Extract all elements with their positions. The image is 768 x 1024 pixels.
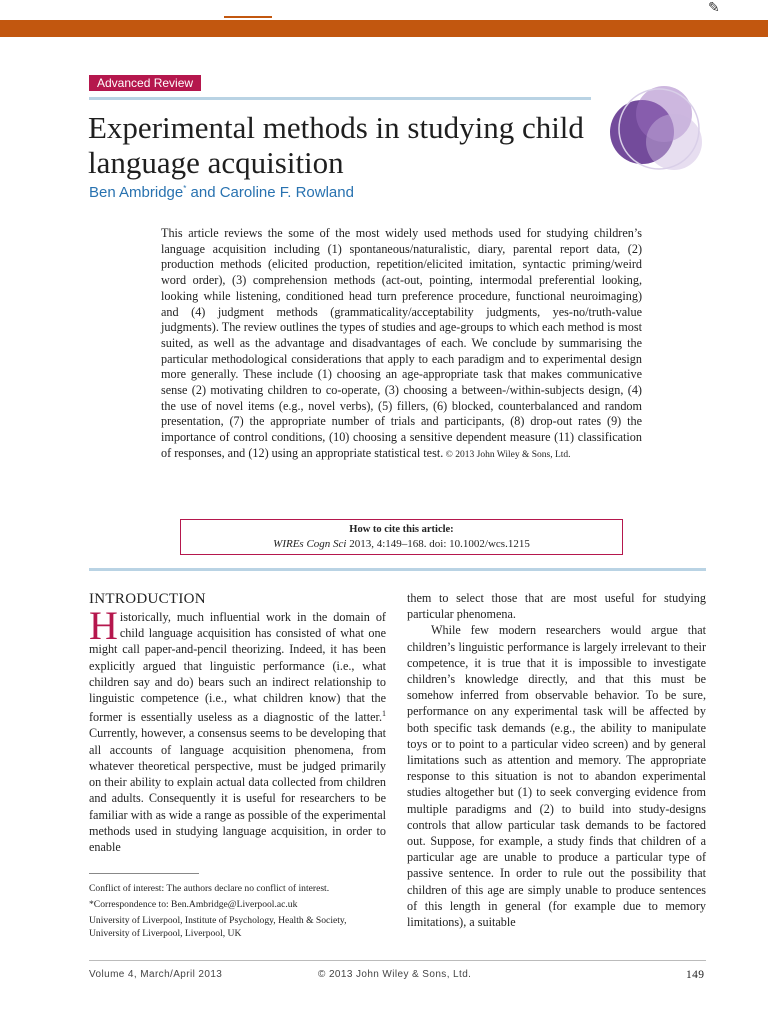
abstract-copyright: © 2013 John Wiley & Sons, Ltd. bbox=[443, 449, 571, 460]
footnotes bbox=[89, 882, 389, 943]
authors bbox=[89, 184, 354, 201]
label-rule bbox=[89, 97, 591, 100]
intro-paragraph-continued: Currently, however, a consensus seems to be developing that all accounts of language acquisition phenomena, from whatever theoretical perspective, must be judged primarily on their ability to explain actual data collected from children and adults. Consequently it is useful for researchers to be familiar with as wide a range as possible of the experimental methods used in studying language acquisition, in order to enable bbox=[89, 726, 386, 854]
citation-text bbox=[181, 537, 622, 552]
publisher-logo-icon: ✎ bbox=[708, 1, 720, 16]
journal-circles-icon bbox=[604, 84, 714, 174]
footnote-correspondence[interactable]: *Correspondence to: Ben.Ambridge@Liverpool.ac.uk bbox=[89, 899, 298, 910]
footer-volume: Volume 4, March/April 2013 bbox=[89, 969, 223, 980]
body-column-2 bbox=[407, 590, 706, 930]
drop-cap: H bbox=[89, 603, 118, 648]
author-marker: * bbox=[183, 184, 187, 193]
header-tab-line bbox=[224, 16, 272, 18]
citation-heading: How to cite this article: bbox=[349, 524, 454, 535]
col2-paragraph-1: them to select those that are most useful for studying particular phenomena. bbox=[407, 591, 706, 622]
footer-copyright: © 2013 John Wiley & Sons, Ltd. bbox=[318, 969, 472, 980]
section-label: Advanced Review bbox=[89, 75, 201, 91]
introduction-heading: INTRODUCTION bbox=[89, 591, 206, 607]
header-band bbox=[0, 20, 768, 37]
footnote-conflict: Conflict of interest: The authors declare no conflict of interest. bbox=[89, 883, 330, 894]
footnote-affiliation: University of Liverpool, Institute of Psychology, Health & Society, University of Liverpool, Liverpool, UK bbox=[89, 915, 347, 939]
intro-paragraph: istorically, much influential work in the domain of child language acquisition has consisted of what one might call paper-and-pencil theorizing. Indeed, it has been explicitly argued that linguistic performance (i.e., what children say and do) bears such an indirect relationship to linguistic competence (i.e., what children know) that the former is essentially useless as a diagnostic of the latter. bbox=[89, 610, 386, 725]
citation-details[interactable]: 2013, 4:149–168. doi: 10.1002/wcs.1215 bbox=[346, 538, 530, 550]
footnote-rule bbox=[89, 873, 199, 874]
col2-paragraph-2: While few modern researchers would argue that children’s linguistic performance is largely irrelevant to their competence, it is true that it is impossible to investigate children’s knowledge directly, and that this must be somehow inferred from observable behavior. To be sure, performance on any experimental task will be affected by both specific task demands (e.g., the ability to manipulate toys or to point to a particular video screen) and by general limitations such as attention and memory. The appropriate response to this situation is not to abandon experimental studies altogether but (1) to seek converging evidence from multiple paradigms and (2) to build into study-designs controls that allow particular task demands to be factored out. Suppose, for example, a study finds that children of a particular age are unable to produce a particular type of passive sentence. In order to rule out the possibility that children of this age are simply unable to produce sentences of this length in general (for example due to memory limitations), a suitable bbox=[407, 623, 706, 930]
section-rule bbox=[89, 568, 706, 571]
reference-marker[interactable]: 1 bbox=[382, 709, 386, 719]
header-bar bbox=[0, 0, 768, 37]
citation-journal: WIREs Cogn Sci bbox=[273, 538, 347, 550]
body-column-1 bbox=[89, 603, 386, 855]
citation-box bbox=[180, 519, 623, 555]
abstract bbox=[161, 226, 642, 464]
page-number: 149 bbox=[686, 969, 705, 981]
author-first[interactable]: Ben Ambridge bbox=[89, 184, 184, 201]
author-rest[interactable]: and Caroline F. Rowland bbox=[186, 184, 354, 201]
article-title: Experimental methods in studying child language acquisition bbox=[88, 110, 584, 180]
abstract-text: This article reviews the some of the most widely used methods used for studying children’s language acquisition including (1) spontaneous/naturalistic, diary, parental report data, (2) production methods (elicited production, repetition/elicited imitation, syntactic priming/weird word order), (3) comprehension methods (act-out, pointing, intermodal preferential looking, looking while listening, conditioned head turn preference procedure, functional neuroimaging) and (4) judgment methods (grammaticality/acceptability judgments, yes-no/truth-value judgments). The review outlines the types of studies and age-groups to which each method is most suited, as well as the advantage and disadvantages of each. We conclude by summarising the particular methodological considerations that apply to each paradigm and to experimental design more generally. These include (1) choosing an age-appropriate task that makes communicative sense (2) motivating children to co-operate, (3) choosing a between-/within-subjects design, (4) the use of novel items (e.g., novel verbs), (5) fillers, (6) blocked, counterbalanced and random presentation, (7) the appropriate number of trials and participants, (8) drop-out rates (9) the importance of control conditions, (10) choosing a sensitive dependent measure (11) classification of responses, and (12) using an appropriate statistical test. bbox=[161, 226, 642, 460]
footer-rule bbox=[89, 960, 706, 961]
